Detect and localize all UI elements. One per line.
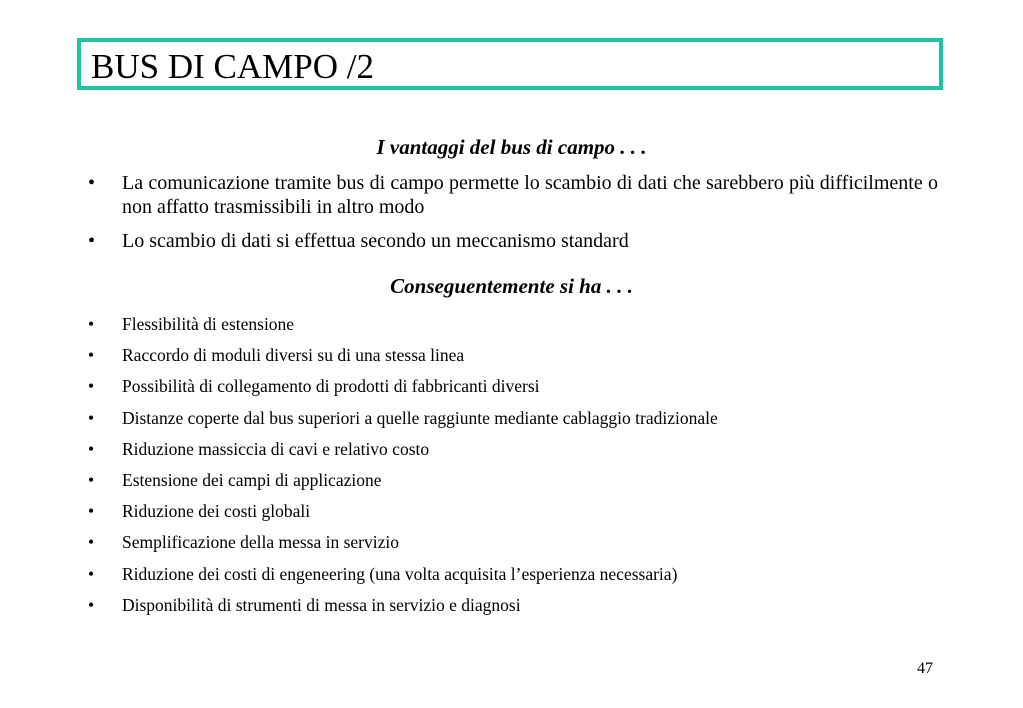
section-heading-advantages: I vantaggi del bus di campo . . . (376, 135, 647, 159)
title-frame (77, 38, 943, 90)
list-item-text: Estensione dei campi di applicazione (122, 469, 382, 490)
list-item (88, 229, 938, 253)
list-item-text: Riduzione dei costi di engeneering (una volta acquisita l’esperienza necessaria) (122, 563, 678, 584)
bullet-icon: • (88, 438, 95, 459)
advantages-list (88, 171, 938, 263)
bullet-icon: • (88, 345, 95, 366)
list-item-text: Lo scambio di dati si effettua secondo un meccanismo standard (122, 230, 629, 252)
bullet-icon: • (88, 469, 95, 490)
list-item-text: Semplificazione della messa in servizio (122, 532, 399, 553)
list-item (88, 313, 938, 344)
list-item (88, 344, 938, 375)
list-item-text: Riduzione massiccia di cavi e relativo costo (122, 438, 430, 459)
bullet-icon: • (88, 532, 95, 553)
slide-title: BUS DI CAMPO /2 (91, 47, 374, 86)
list-item (88, 469, 938, 500)
list-item (88, 594, 938, 625)
bullet-icon: • (88, 376, 95, 397)
list-item (88, 171, 938, 219)
section-heading-consequences: Conseguentemente si ha . . . (390, 274, 633, 298)
consequences-list (88, 313, 938, 625)
bullet-icon: • (88, 501, 95, 522)
list-item (88, 563, 938, 594)
list-item (88, 438, 938, 469)
list-item-text: Distanze coperte dal bus superiori a quelle raggiunte mediante cablaggio tradizionale (122, 407, 718, 428)
bullet-icon: • (88, 407, 95, 428)
list-item (88, 407, 938, 438)
list-item (88, 531, 938, 562)
bullet-icon: • (88, 594, 95, 615)
list-item (88, 375, 938, 406)
page-number: 47 (917, 660, 933, 677)
bullet-icon: • (88, 172, 96, 194)
bullet-icon: • (88, 314, 95, 334)
bullet-icon: • (88, 230, 96, 252)
list-item-text: Possibilità di collegamento di prodotti di fabbricanti diversi (122, 376, 540, 397)
list-item (88, 500, 938, 531)
list-item-text: Raccordo di moduli diversi su di una stessa linea (122, 345, 465, 366)
list-item-text: Flessibilità di estensione (122, 314, 295, 334)
list-item-text: La comunicazione tramite bus di campo permette lo scambio di dati che sarebbero più difficilmente o non affatto trasmissibili in altro modo (122, 172, 938, 218)
bullet-icon: • (88, 563, 95, 584)
list-item-text: Riduzione dei costi globali (122, 501, 311, 522)
list-item-text: Disponibilità di strumenti di messa in servizio e diagnosi (122, 594, 521, 615)
